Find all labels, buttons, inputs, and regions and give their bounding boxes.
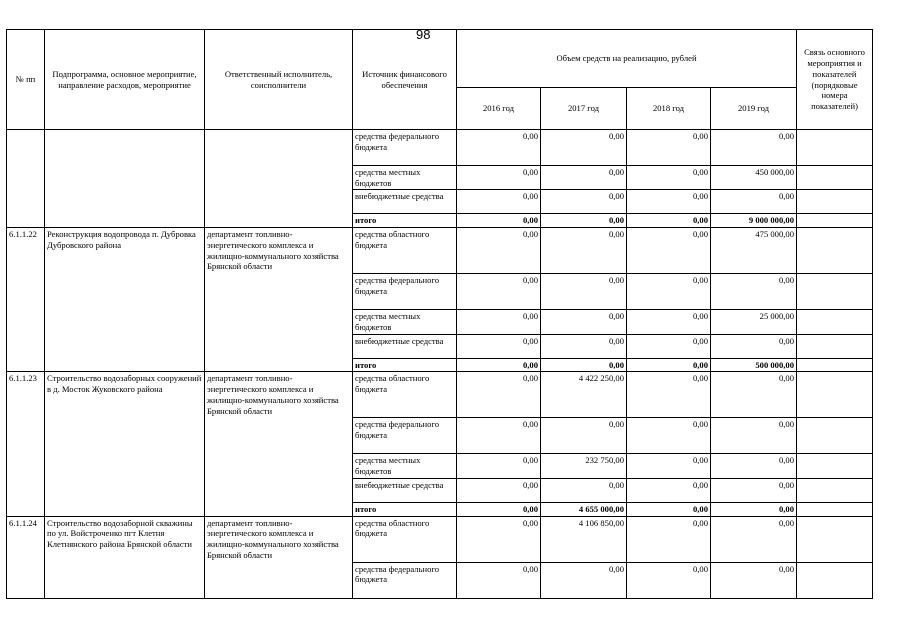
table-row	[7, 372, 873, 418]
amount-cell: 0,00	[627, 516, 711, 562]
amount-cell: 4 422 250,00	[541, 372, 627, 418]
item-name: Реконструкция водопровода п. Дубровка Дубровского района	[45, 228, 205, 372]
header-year: 2018 год	[627, 88, 711, 130]
amount-cell: 0,00	[627, 274, 711, 310]
source-cell: внебюджетные средства	[353, 334, 457, 358]
amount-cell: 500 000,00	[711, 358, 797, 372]
amount-cell: 0,00	[541, 418, 627, 454]
amount-cell: 0,00	[457, 310, 541, 334]
source-cell: внебюджетные средства	[353, 478, 457, 502]
header-program: Подпрограмма, основное мероприятие, направление расходов, мероприятие	[45, 30, 205, 130]
header-no: № пп	[7, 30, 45, 130]
link-cell	[797, 310, 873, 334]
link-cell	[797, 418, 873, 454]
link-cell	[797, 358, 873, 372]
item-executor: департамент топливно-энергетического комплекса и жилищно-коммунального хозяйства Брянской области	[205, 228, 353, 372]
amount-cell: 0,00	[457, 166, 541, 190]
amount-cell: 0,00	[457, 130, 541, 166]
amount-cell: 0,00	[541, 562, 627, 598]
amount-cell: 0,00	[541, 358, 627, 372]
amount-cell: 0,00	[627, 372, 711, 418]
amount-cell: 0,00	[711, 478, 797, 502]
amount-cell: 0,00	[541, 334, 627, 358]
source-cell: средства федерального бюджета	[353, 130, 457, 166]
link-cell	[797, 166, 873, 190]
amount-cell: 0,00	[457, 214, 541, 228]
amount-cell: 0,00	[627, 130, 711, 166]
amount-cell: 0,00	[711, 190, 797, 214]
item-executor: департамент топливно-энергетического комплекса и жилищно-коммунального хозяйства Брянской области	[205, 372, 353, 516]
link-cell	[797, 274, 873, 310]
amount-cell: 0,00	[541, 228, 627, 274]
amount-cell: 0,00	[711, 130, 797, 166]
amount-cell: 0,00	[541, 190, 627, 214]
header-source: Источник финансового обеспечения	[353, 30, 457, 130]
amount-cell: 9 000 000,00	[711, 214, 797, 228]
amount-cell: 0,00	[457, 372, 541, 418]
source-cell: средства местных бюджетов	[353, 310, 457, 334]
amount-cell: 0,00	[627, 228, 711, 274]
table-row	[7, 130, 873, 166]
amount-cell: 0,00	[627, 334, 711, 358]
header-link: Связь основного мероприятия и показателей (порядковые номера показателей)	[797, 30, 873, 130]
table-row	[7, 228, 873, 274]
amount-cell: 0,00	[627, 190, 711, 214]
amount-cell: 0,00	[711, 454, 797, 478]
name-cell	[45, 130, 205, 228]
amount-cell: 0,00	[457, 516, 541, 562]
item-executor: департамент топливно-энергетического комплекса и жилищно-коммунального хозяйства Брянской области	[205, 516, 353, 598]
amount-cell: 0,00	[457, 358, 541, 372]
amount-cell: 0,00	[541, 274, 627, 310]
budget-table	[6, 29, 873, 599]
amount-cell: 0,00	[457, 502, 541, 516]
item-code: 6.1.1.23	[7, 372, 45, 516]
source-cell: итого	[353, 502, 457, 516]
amount-cell: 0,00	[541, 214, 627, 228]
link-cell	[797, 502, 873, 516]
amount-cell: 0,00	[541, 478, 627, 502]
link-cell	[797, 372, 873, 418]
amount-cell: 0,00	[627, 454, 711, 478]
source-cell: внебюджетные средства	[353, 190, 457, 214]
amount-cell: 0,00	[711, 418, 797, 454]
amount-cell: 0,00	[457, 334, 541, 358]
amount-cell: 0,00	[711, 334, 797, 358]
header-year: 2016 год	[457, 88, 541, 130]
page-number: 98	[416, 27, 431, 42]
amount-cell: 0,00	[627, 310, 711, 334]
source-cell: итого	[353, 358, 457, 372]
link-cell	[797, 334, 873, 358]
link-cell	[797, 478, 873, 502]
amount-cell: 0,00	[457, 274, 541, 310]
source-cell: средства областного бюджета	[353, 228, 457, 274]
item-code: 6.1.1.24	[7, 516, 45, 598]
amount-cell: 0,00	[627, 478, 711, 502]
amount-cell: 0,00	[711, 502, 797, 516]
link-cell	[797, 214, 873, 228]
amount-cell: 232 750,00	[541, 454, 627, 478]
amount-cell: 0,00	[711, 562, 797, 598]
table-row	[7, 516, 873, 562]
amount-cell: 0,00	[541, 310, 627, 334]
amount-cell: 0,00	[711, 274, 797, 310]
source-cell: средства федерального бюджета	[353, 562, 457, 598]
amount-cell: 0,00	[711, 516, 797, 562]
source-cell: средства областного бюджета	[353, 372, 457, 418]
source-cell: средства федерального бюджета	[353, 418, 457, 454]
source-cell: средства областного бюджета	[353, 516, 457, 562]
source-cell: средства местных бюджетов	[353, 166, 457, 190]
item-code: 6.1.1.22	[7, 228, 45, 372]
amount-cell: 0,00	[457, 228, 541, 274]
header-volume: Объем средств на реализацию, рублей	[457, 30, 797, 88]
header-year: 2017 год	[541, 88, 627, 130]
header-executor: Ответственный исполнитель, соисполнители	[205, 30, 353, 130]
amount-cell: 0,00	[627, 358, 711, 372]
header-year: 2019 год	[711, 88, 797, 130]
code-cell	[7, 130, 45, 228]
source-cell: средства федерального бюджета	[353, 274, 457, 310]
source-cell: средства местных бюджетов	[353, 454, 457, 478]
amount-cell: 0,00	[627, 562, 711, 598]
item-name: Строительство водозаборной скважины по ул. Войстроченко пгт Клетня Клетнянского района Брянской области	[45, 516, 205, 598]
source-cell: итого	[353, 214, 457, 228]
item-name: Строительство водозаборных сооружений в д. Мосток Жуковского района	[45, 372, 205, 516]
link-cell	[797, 190, 873, 214]
link-cell	[797, 130, 873, 166]
amount-cell: 0,00	[627, 502, 711, 516]
executor-cell	[205, 130, 353, 228]
amount-cell: 4 655 000,00	[541, 502, 627, 516]
amount-cell: 0,00	[457, 418, 541, 454]
amount-cell: 450 000,00	[711, 166, 797, 190]
amount-cell: 25 000,00	[711, 310, 797, 334]
amount-cell: 0,00	[457, 562, 541, 598]
amount-cell: 0,00	[711, 372, 797, 418]
amount-cell: 0,00	[457, 478, 541, 502]
amount-cell: 0,00	[541, 130, 627, 166]
amount-cell: 0,00	[457, 454, 541, 478]
table-body	[7, 130, 873, 599]
amount-cell: 0,00	[627, 166, 711, 190]
amount-cell: 0,00	[541, 166, 627, 190]
amount-cell: 475 000,00	[711, 228, 797, 274]
amount-cell: 4 106 850,00	[541, 516, 627, 562]
link-cell	[797, 516, 873, 562]
link-cell	[797, 228, 873, 274]
link-cell	[797, 562, 873, 598]
link-cell	[797, 454, 873, 478]
amount-cell: 0,00	[627, 418, 711, 454]
amount-cell: 0,00	[627, 214, 711, 228]
amount-cell: 0,00	[457, 190, 541, 214]
